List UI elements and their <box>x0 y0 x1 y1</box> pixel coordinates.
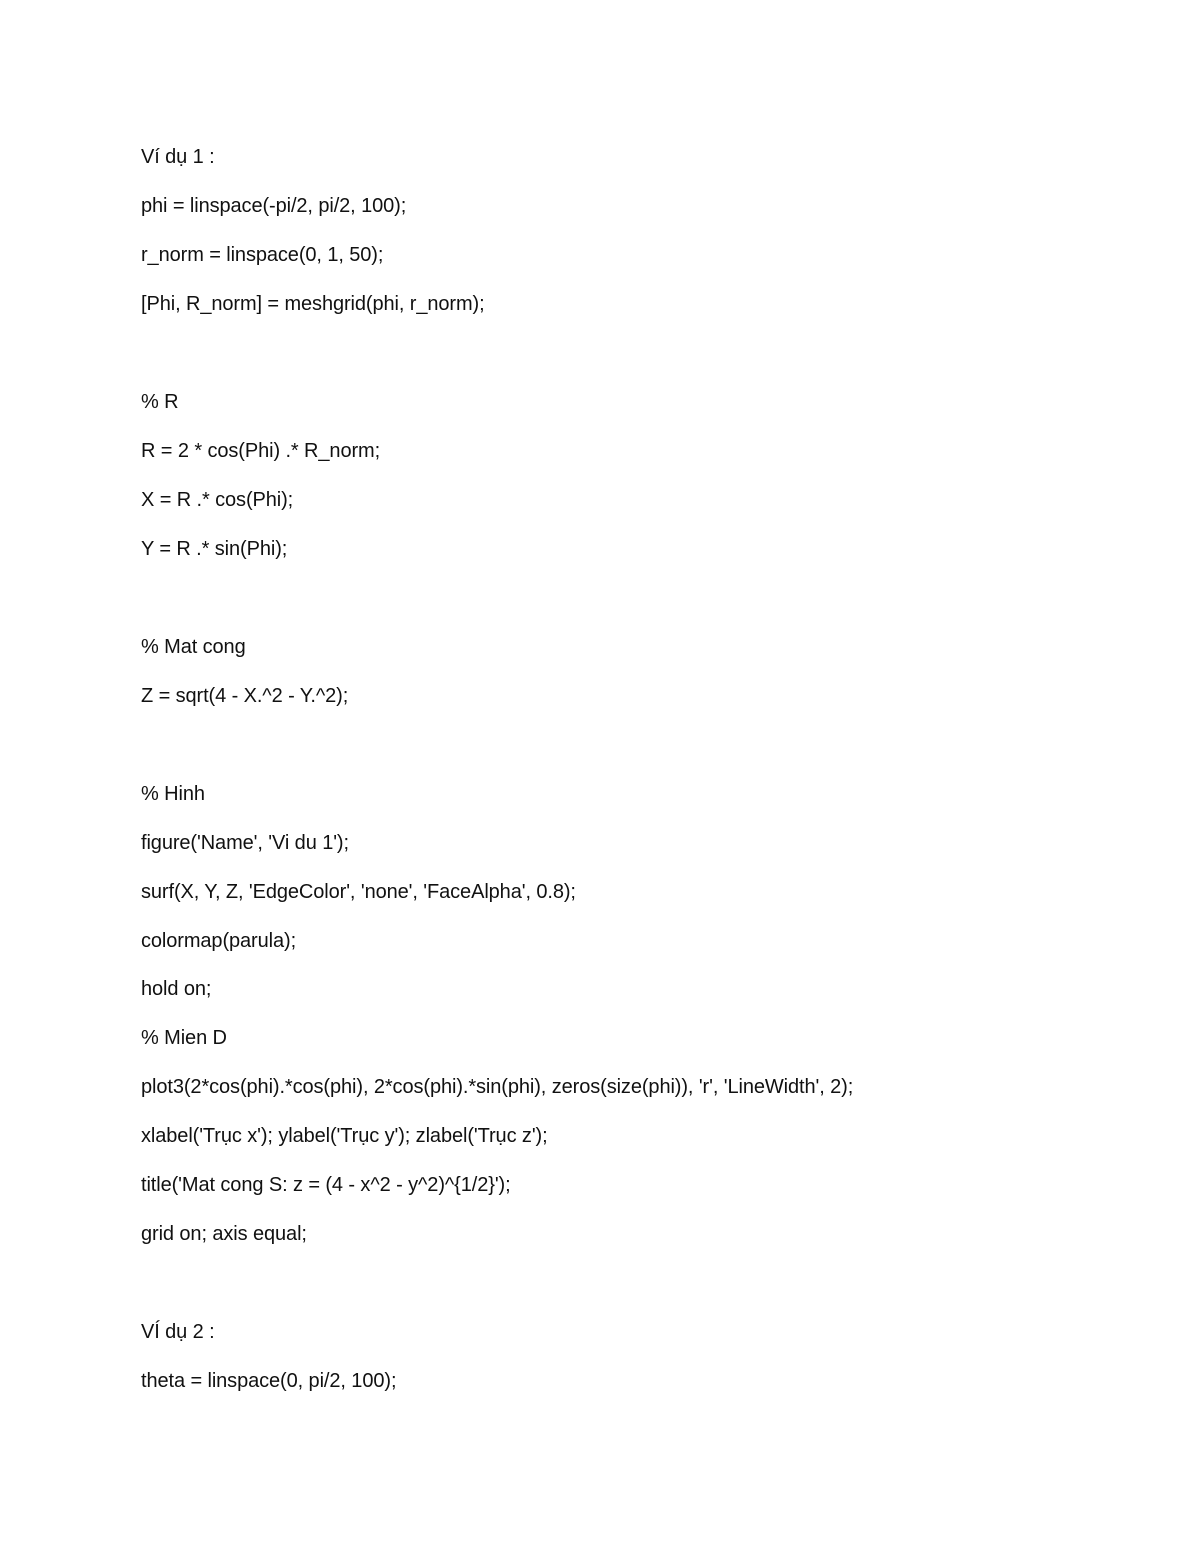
code-line-x: X = R .* cos(Phi); <box>141 489 294 511</box>
code-line-grid-axis: grid on; axis equal; <box>141 1223 307 1245</box>
comment-hinh: % Hinh <box>141 783 205 805</box>
code-line-colormap: colormap(parula); <box>141 930 297 952</box>
code-line-hold-on: hold on; <box>141 978 212 1000</box>
code-line-labels: xlabel('Trục x'); ylabel('Trục y'); zlabel('Trục z'); <box>141 1125 548 1147</box>
comment-mat-cong: % Mat cong <box>141 636 246 658</box>
code-line-r: R = 2 * cos(Phi) .* R_norm; <box>141 440 381 462</box>
code-line-plot3: plot3(2*cos(phi).*cos(phi), 2*cos(phi).*sin(phi), zeros(size(phi)), 'r', 'LineWidth', 2); <box>141 1076 854 1098</box>
code-line-theta: theta = linspace(0, pi/2, 100); <box>141 1370 397 1392</box>
code-line-phi: phi = linspace(-pi/2, pi/2, 100); <box>141 195 407 217</box>
comment-r: % R <box>141 391 179 413</box>
code-line-title: title('Mat cong S: z = (4 - x^2 - y^2)^{1/2}'); <box>141 1174 511 1196</box>
code-line-r-norm: r_norm = linspace(0, 1, 50); <box>141 244 384 266</box>
code-line-meshgrid: [Phi, R_norm] = meshgrid(phi, r_norm); <box>141 293 485 315</box>
example-1-heading: Ví dụ 1 : <box>141 146 215 168</box>
comment-mien-d: % Mien D <box>141 1027 227 1049</box>
code-line-surf: surf(X, Y, Z, 'EdgeColor', 'none', 'FaceAlpha', 0.8); <box>141 881 576 903</box>
code-line-z: Z = sqrt(4 - X.^2 - Y.^2); <box>141 685 349 707</box>
code-line-figure: figure('Name', 'Vi du 1'); <box>141 832 349 854</box>
example-2-heading: VÍ dụ 2 : <box>141 1321 215 1343</box>
code-line-y: Y = R .* sin(Phi); <box>141 538 288 560</box>
